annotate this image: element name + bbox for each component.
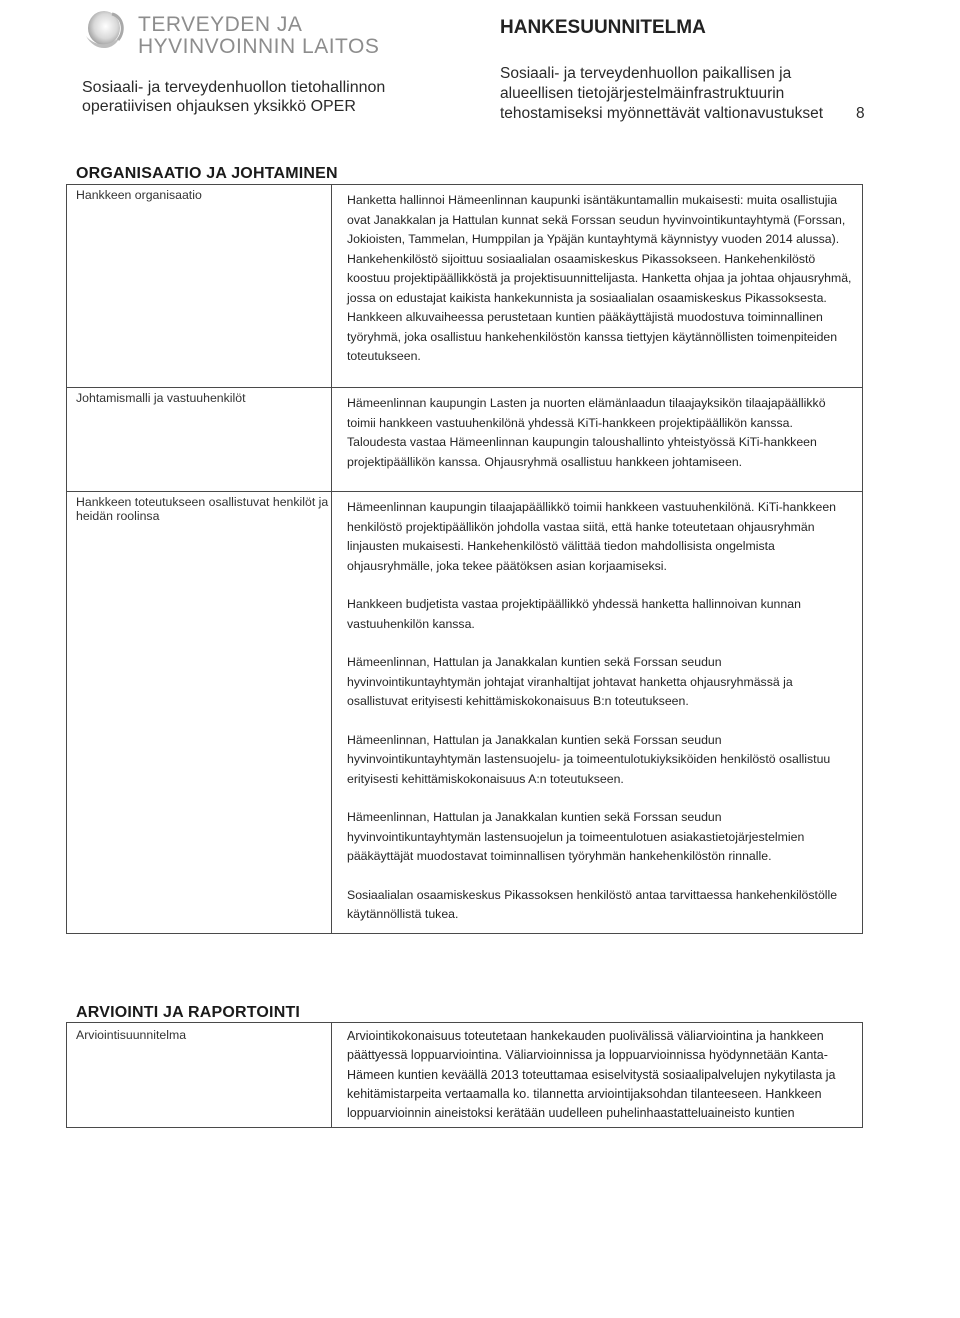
paragraph: Hämeenlinnan, Hattulan ja Janakkalan kuntien sekä Forssan seudun hyvinvointikuntayhtymän lastensuojelu- ja toimeentulotukiyksiköiden henkilöstö osallistuu erityisesti kehittämiskokonaisuus A:n toteutukseen. (347, 732, 831, 786)
row-label: Hankkeen toteutukseen osallistuvat henkilöt ja heidän roolinsa (67, 492, 332, 934)
unit-line2: operatiivisen ohjauksen yksikkö OPER (82, 98, 356, 115)
paragraph: Sosiaalialan osaamiskeskus Pikassoksen henkilöstö antaa tarvittaessa hankehenkilöstölle käytännöllistä tukea. (347, 887, 838, 921)
org-name-line2: HYVINVOINNIN LAITOS (138, 35, 380, 58)
organisation-table (66, 184, 863, 934)
table-row (67, 1023, 863, 1128)
paragraph: Hämeenlinnan, Hattulan ja Janakkalan kuntien sekä Forssan seudun hyvinvointikuntayhtymän johtajat viranhaltijat johtavat hanketta ohjausryhmässä ja osallistuvat erityisesti kehittämiskokonaisuus B:n toteutukseen. (347, 655, 793, 708)
row-text (332, 388, 863, 492)
paragraph: Hämeenlinnan, Hattulan ja Janakkalan kuntien sekä Forssan seudun hyvinvointikuntayhtymän lastensuojelun ja toimeentulotuen asiakastietojärjestelmien pääkäyttäjät muodostavat toiminnallisen työryhmän hankehenkilöstön rinnalle. (347, 810, 805, 863)
row-text (332, 185, 863, 388)
org-name-line1: TERVEYDEN JA (138, 13, 303, 36)
paragraph: Hämeenlinnan kaupungin tilaajapäällikkö toimii hankkeen vastuuhenkilönä. KiTi-hankkeen henkilöstö projektipäällikön johdolla vastaa siitä, että hanke toteutetaan ohjausryhmän linjausten mukaisesti. Hankehenkilöstö välittää tiedon mahdollisista ongelmista ohjausryhmälle, joka tekee päätöksen asian korjaamiseksi. (347, 500, 836, 573)
section-heading-evaluation: ARVIOINTI JA RAPORTOINTI (76, 1004, 301, 1021)
table-row (67, 492, 863, 934)
row-label: Arviointisuunnitelma (67, 1023, 332, 1128)
table-row (67, 185, 863, 388)
unit-line1: Sosiaali- ja terveydenhuollon tietohallinnon (82, 79, 386, 96)
document-subtitle: Sosiaali- ja terveydenhuollon paikallisen ja alueellisen tietojärjestelmäinfrastruktuurin tehostamiseksi myönnettävät valtionavustukset (500, 65, 824, 122)
thl-logo-icon (60, 6, 140, 58)
paragraph: Hankkeen budjetista vastaa projektipäällikkö yhdessä hanketta hallinnoivan kunnan vastuuhenkilön kanssa. (347, 597, 801, 631)
paragraph: Arviointikokonaisuus toteutetaan hankekauden puolivälissä väliarviointina ja hankkeen päättyessä loppuarviointina. Väliarvioinnissa ja loppuarvioinnissa hyödynnetään Kanta-Hämeen kuntien keväällä 2013 toteuttamaa esiselvitystä sosiaalipalvelujen nykytilasta ja kehitämistarpeita vertaamalla ko. tilannetta arviointijaksohdan tilanteeseen. Hankkeen loppuarvioinnin aineistoksi kerätään uudelleen puhelinhaastatteluaineisto kuntien (347, 1029, 836, 1121)
page-number: 8 (856, 105, 865, 122)
row-text (332, 1023, 863, 1128)
section-heading-organisation: ORGANISAATIO JA JOHTAMINEN (76, 165, 338, 182)
evaluation-table (66, 1022, 863, 1128)
table-row (67, 388, 863, 492)
row-label: Johtamismalli ja vastuuhenkilöt (67, 388, 332, 492)
paragraph: Hanketta hallinnoi Hämeenlinnan kaupunki isäntäkuntamallin mukaisesti: muita osallistujia ovat Janakkalan ja Hattulan kunnat sekä Forssan seudun hyvinvointikuntayhtymä (Forssan, Jokioisten, Tammelan, Humppilan ja Ypäjän kuntayhtymä käynnistyy vuoden 2014 alussa). Hankehenkilöstö sijoittuu sosiaalialan osaamiskeskus Pikassokseen. Hankehenkilöstö koostuu projektipäällikköstä ja projektisuunnittelijasta. Hanketta ohjaa ja johtaa ohjausryhmä, jossa on edustajat kaikista hankekunnista ja sosiaalialan osaamiskeskus Pikassoksesta. Hankkeen alkuvaiheessa perustetaan kuntien pääkäyttäjistä muodostuva toiminnallinen työryhmä, joka osallistuu hankehenkilöstön kanssa tiettyjen käytännöllisten toimenpiteiden toteutukseen. (347, 193, 852, 363)
org-name (138, 14, 379, 58)
row-label: Hankkeen organisaatio (67, 185, 332, 388)
paragraph: Hämeenlinnan kaupungin Lasten ja nuorten elämänlaadun tilaajayksikön tilaajapäällikkö toimii hankkeen vastuuhenkilönä yhdessä KiTi-hankkeen projektipäällikön kanssa. Taloudesta vastaa Hämeenlinnan kaupungin taloushallinto yhteistyössä KiTi-hankkeen projektipäällikön kanssa. Ohjausryhmä osallistuu hankkeen johtamiseen. (347, 396, 826, 469)
unit-name (82, 78, 385, 116)
document-title: HANKESUUNNITELMA (500, 17, 706, 38)
row-text (332, 492, 863, 934)
